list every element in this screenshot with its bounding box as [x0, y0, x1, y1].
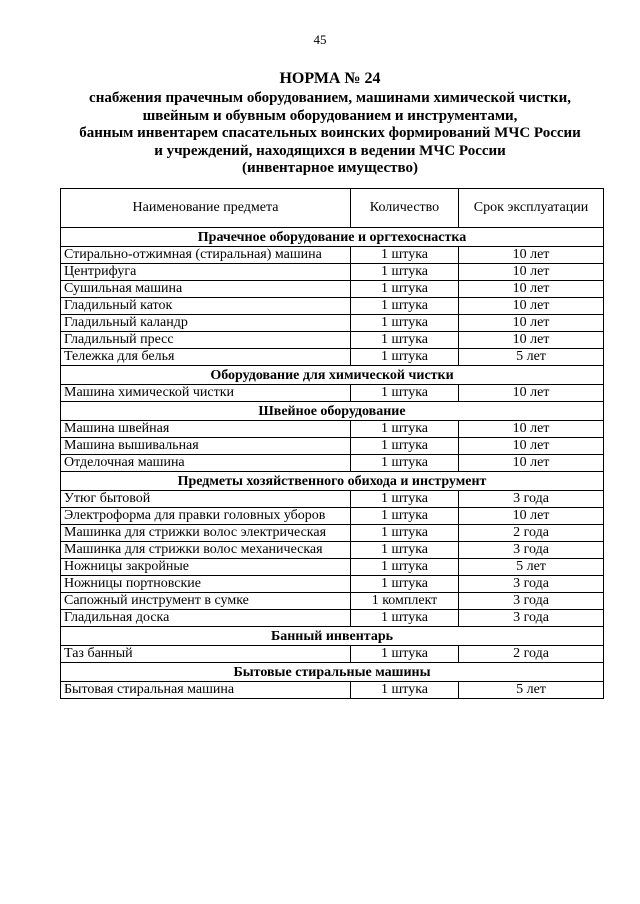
header-row [61, 189, 604, 228]
quantity-cell: 1 штука [351, 332, 459, 349]
header-quantity: Количество [351, 189, 459, 228]
quantity-cell: 1 штука [351, 455, 459, 472]
service-life-cell: 3 года [459, 576, 604, 593]
item-name-cell: Бытовая стиральная машина [61, 682, 351, 699]
service-life-cell: 2 года [459, 646, 604, 663]
service-life-cell: 3 года [459, 491, 604, 508]
section-row [61, 472, 604, 491]
service-life-cell: 10 лет [459, 385, 604, 402]
service-life-cell: 3 года [459, 593, 604, 610]
table-row [61, 525, 604, 542]
section-row [61, 228, 604, 247]
item-name-cell: Таз банный [61, 646, 351, 663]
item-name-cell: Гладильный каток [61, 298, 351, 315]
quantity-cell: 1 штука [351, 298, 459, 315]
quantity-cell: 1 штука [351, 559, 459, 576]
service-life-cell: 10 лет [459, 315, 604, 332]
item-name-cell: Машина швейная [61, 421, 351, 438]
table-row [61, 281, 604, 298]
item-name-cell: Гладильный каландр [61, 315, 351, 332]
page-number: 45 [313, 32, 327, 47]
section-title: Прачечное оборудование и оргтехоснастка [61, 228, 604, 247]
subtitle-line: и учреждений, находящихся в ведении МЧС России [154, 142, 506, 159]
service-life-cell: 10 лет [459, 247, 604, 264]
section-title: Предметы хозяйственного обихода и инструмент [61, 472, 604, 491]
quantity-cell: 1 штука [351, 264, 459, 281]
service-life-cell: 10 лет [459, 455, 604, 472]
quantity-cell: 1 штука [351, 525, 459, 542]
item-name-cell: Ножницы портновские [61, 576, 351, 593]
section-row [61, 663, 604, 682]
service-life-cell: 5 лет [459, 349, 604, 366]
quantity-cell: 1 комплект [351, 593, 459, 610]
table-row [61, 315, 604, 332]
quantity-cell: 1 штука [351, 281, 459, 298]
table-row [61, 646, 604, 663]
subtitle-line: снабжения прачечным оборудованием, машинами химической чистки, [89, 90, 571, 106]
document-title: НОРМА № 24 [279, 70, 381, 87]
table-row [61, 491, 604, 508]
service-life-cell: 10 лет [459, 438, 604, 455]
table-row [61, 349, 604, 366]
section-row [61, 402, 604, 421]
quantity-cell: 1 штука [351, 421, 459, 438]
service-life-cell: 10 лет [459, 508, 604, 525]
subtitle-line: швейным и обувным оборудованием и инструментами, [142, 107, 518, 124]
table-row [61, 421, 604, 438]
item-name-cell: Сушильная машина [61, 281, 351, 298]
item-name-cell: Сапожный инструмент в сумке [61, 593, 351, 610]
item-name-cell: Машина химической чистки [61, 385, 351, 402]
item-name-cell: Отделочная машина [61, 455, 351, 472]
table-row [61, 332, 604, 349]
quantity-cell: 1 штука [351, 385, 459, 402]
section-row [61, 366, 604, 385]
quantity-cell: 1 штука [351, 646, 459, 663]
table-row [61, 247, 604, 264]
item-name-cell: Ножницы закройные [61, 559, 351, 576]
header-item-name: Наименование предмета [61, 189, 351, 228]
item-name-cell: Стирально-отжимная (стиральная) машина [61, 247, 351, 264]
table-body [61, 228, 604, 699]
section-title: Бытовые стиральные машины [61, 663, 604, 682]
quantity-cell: 1 штука [351, 315, 459, 332]
quantity-cell: 1 штука [351, 542, 459, 559]
item-name-cell: Электроформа для правки головных уборов [61, 508, 351, 525]
table-row [61, 682, 604, 699]
service-life-cell: 2 года [459, 525, 604, 542]
subtitle-line: (инвентарное имущество) [241, 160, 418, 176]
quantity-cell: 1 штука [351, 438, 459, 455]
item-name-cell: Гладильный пресс [61, 332, 351, 349]
quantity-cell: 1 штука [351, 247, 459, 264]
quantity-cell: 1 штука [351, 349, 459, 366]
item-name-cell: Машинка для стрижки волос электрическая [61, 525, 351, 542]
item-name-cell: Гладильная доска [61, 610, 351, 627]
table-row [61, 508, 604, 525]
table-row [61, 576, 604, 593]
table-row [61, 455, 604, 472]
subtitle-line: банным инвентарем спасательных воинских формирований МЧС России [79, 125, 581, 141]
service-life-cell: 5 лет [459, 682, 604, 699]
title-block [40, 68, 620, 178]
table-row [61, 438, 604, 455]
service-life-cell: 10 лет [459, 264, 604, 281]
service-life-cell: 5 лет [459, 559, 604, 576]
table-row [61, 542, 604, 559]
section-row [61, 627, 604, 646]
service-life-cell: 3 года [459, 542, 604, 559]
header-service-life: Срок эксплуатации [459, 189, 604, 228]
section-title: Швейное оборудование [61, 402, 604, 421]
service-life-cell: 10 лет [459, 298, 604, 315]
norm-table [60, 188, 604, 699]
item-name-cell: Тележка для белья [61, 349, 351, 366]
service-life-cell: 10 лет [459, 421, 604, 438]
table-row [61, 264, 604, 281]
service-life-cell: 3 года [459, 610, 604, 627]
section-title: Банный инвентарь [61, 627, 604, 646]
quantity-cell: 1 штука [351, 491, 459, 508]
quantity-cell: 1 штука [351, 508, 459, 525]
table-row [61, 385, 604, 402]
quantity-cell: 1 штука [351, 576, 459, 593]
quantity-cell: 1 штука [351, 682, 459, 699]
table-row [61, 559, 604, 576]
item-name-cell: Машинка для стрижки волос механическая [61, 542, 351, 559]
service-life-cell: 10 лет [459, 332, 604, 349]
table-row [61, 610, 604, 627]
table-row [61, 593, 604, 610]
section-title: Оборудование для химической чистки [61, 366, 604, 385]
item-name-cell: Утюг бытовой [61, 491, 351, 508]
item-name-cell: Машина вышивальная [61, 438, 351, 455]
item-name-cell: Центрифуга [61, 264, 351, 281]
service-life-cell: 10 лет [459, 281, 604, 298]
table-row [61, 298, 604, 315]
quantity-cell: 1 штука [351, 610, 459, 627]
